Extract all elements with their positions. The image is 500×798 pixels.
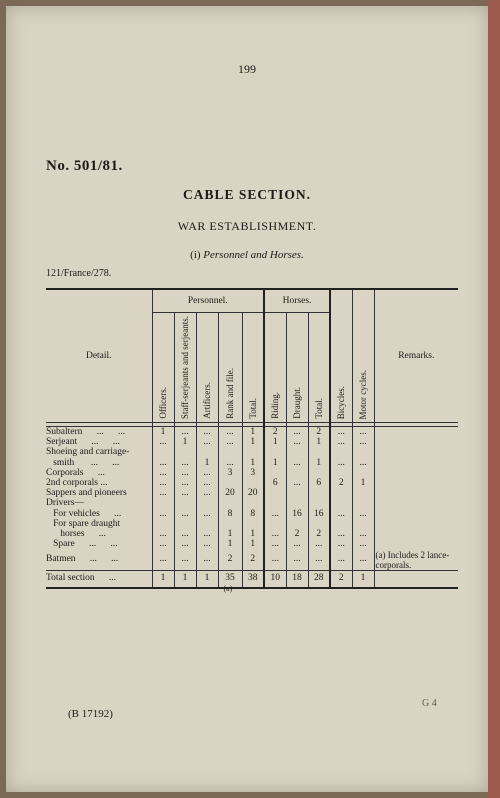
total-bicycles: 2: [330, 570, 352, 588]
col-header-riding: Riding.: [264, 313, 286, 423]
cell-rank-and-file: 1: [218, 529, 242, 539]
cell-officers: [152, 519, 174, 529]
cell-personnel-total: [242, 498, 264, 508]
cell-riding: [264, 498, 286, 508]
cell-horses-total: [308, 519, 330, 529]
cell-personnel-total: [242, 519, 264, 529]
total-draught: 18: [286, 570, 308, 588]
cell-serjeants: ...: [174, 550, 196, 571]
row-detail: For vehicles ...: [46, 508, 122, 519]
table-row: [46, 468, 458, 478]
document-number: No. 501/81.: [46, 158, 123, 174]
table-row: [46, 427, 458, 438]
cell-artificers: ...: [196, 427, 218, 438]
cell-draught: ...: [286, 458, 308, 468]
cell-rank-and-file: ...: [218, 427, 242, 438]
cell-draught: ...: [286, 427, 308, 438]
cell-horses-total: [308, 498, 330, 508]
detail-header: Detail.: [46, 289, 152, 423]
remark-cell: [374, 458, 458, 468]
cell-riding: 6: [264, 478, 286, 488]
cell-bicycles: ...: [330, 437, 352, 447]
cell-motor-cycles: ...: [352, 437, 374, 447]
cell-horses-total: 2: [308, 529, 330, 539]
cell-personnel-total: 1: [242, 437, 264, 447]
table-row: [46, 509, 458, 519]
cell-bicycles: [330, 447, 352, 457]
cell-personnel-total: 1: [242, 529, 264, 539]
total-artificers: 1: [196, 570, 218, 588]
footer-print-code: (B 17192): [68, 708, 113, 720]
horses-header: Horses.: [264, 289, 330, 313]
cell-riding: ...: [264, 529, 286, 539]
cell-artificers: [196, 519, 218, 529]
cell-bicycles: ...: [330, 550, 352, 571]
cell-serjeants: 1: [174, 437, 196, 447]
cell-riding: ...: [264, 509, 286, 519]
cell-bicycles: ...: [330, 529, 352, 539]
col-header-horses-total: Total.: [308, 313, 330, 423]
cell-draught: ...: [286, 550, 308, 571]
cell-motor-cycles: ...: [352, 529, 374, 539]
cell-bicycles: [330, 468, 352, 478]
cell-personnel-total: [242, 447, 264, 457]
remark-cell: [374, 488, 458, 498]
cell-riding: ...: [264, 550, 286, 571]
cell-rank-and-file: 3: [218, 468, 242, 478]
remark-cell: [374, 468, 458, 478]
cell-horses-total: [308, 447, 330, 457]
table-row: [46, 447, 458, 457]
cell-motor-cycles: ...: [352, 539, 374, 549]
cell-riding: 1: [264, 437, 286, 447]
cell-artificers: ...: [196, 550, 218, 571]
total-row: [46, 570, 458, 588]
cell-riding: [264, 488, 286, 498]
cell-horses-total: 16: [308, 509, 330, 519]
cell-draught: ...: [286, 437, 308, 447]
cell-motor-cycles: [352, 447, 374, 457]
page-title: CABLE SECTION.: [182, 187, 312, 202]
cell-artificers: ...: [196, 478, 218, 488]
cell-personnel-total: 1: [242, 427, 264, 438]
cell-rank-and-file: [218, 519, 242, 529]
row-detail: horses ...: [46, 529, 106, 540]
remark-cell: [374, 437, 458, 447]
total-rank-and-file-value: 35: [225, 573, 235, 584]
cell-officers: 1: [152, 427, 174, 438]
table-row: [46, 458, 458, 468]
cell-rank-and-file: 8: [218, 509, 242, 519]
remark-cell: [374, 529, 458, 539]
cell-motor-cycles: [352, 468, 374, 478]
cell-horses-total: 6: [308, 478, 330, 488]
cell-officers: ...: [152, 458, 174, 468]
cell-motor-cycles: ...: [352, 427, 374, 438]
cell-serjeants: ...: [174, 488, 196, 498]
cell-artificers: ...: [196, 529, 218, 539]
cell-bicycles: [330, 488, 352, 498]
reference-number: 121/France/278.: [46, 268, 112, 279]
cell-rank-and-file: 20: [218, 488, 242, 498]
table-row: [46, 519, 458, 529]
cell-horses-total: [308, 488, 330, 498]
remark-cell: [374, 447, 458, 457]
cell-horses-total: [308, 468, 330, 478]
table-row: [46, 550, 458, 571]
cell-serjeants: ...: [174, 509, 196, 519]
table-row: [46, 498, 458, 508]
cell-bicycles: ...: [330, 509, 352, 519]
col-header-personnel-total: Total.: [242, 313, 264, 423]
row-detail: Shoeing and carriage-: [46, 447, 130, 458]
cell-riding: 2: [264, 427, 286, 438]
cell-draught: [286, 447, 308, 457]
cell-serjeants: [174, 498, 196, 508]
cell-horses-total: 1: [308, 437, 330, 447]
cell-serjeants: ...: [174, 458, 196, 468]
cell-riding: ...: [264, 539, 286, 549]
row-detail: Subaltern ... ...: [46, 427, 126, 438]
cell-officers: ...: [152, 437, 174, 447]
remarks-header: Remarks.: [374, 289, 458, 423]
cell-serjeants: ...: [174, 478, 196, 488]
cell-riding: [264, 468, 286, 478]
row-detail: smith ... ...: [46, 457, 120, 468]
cell-bicycles: 2: [330, 478, 352, 488]
cell-rank-and-file: 1: [218, 539, 242, 549]
cell-officers: [152, 447, 174, 457]
cell-artificers: [196, 447, 218, 457]
cell-motor-cycles: ...: [352, 509, 374, 519]
cell-officers: ...: [152, 468, 174, 478]
cell-serjeants: ...: [174, 427, 196, 438]
cell-rank-and-file: 2: [218, 550, 242, 571]
remark-cell: [374, 570, 458, 588]
cell-personnel-total: 1: [242, 458, 264, 468]
remark-cell: [374, 427, 458, 438]
row-detail: Corporals ...: [46, 467, 105, 478]
remark-cell: [374, 498, 458, 508]
cell-serjeants: [174, 519, 196, 529]
cell-riding: [264, 447, 286, 457]
cell-horses-total: 2: [308, 427, 330, 438]
cell-motor-cycles: [352, 519, 374, 529]
cell-artificers: [196, 498, 218, 508]
establishment-table: [46, 288, 458, 593]
cell-officers: ...: [152, 529, 174, 539]
cell-officers: ...: [152, 539, 174, 549]
row-detail: For spare draught: [46, 518, 121, 529]
table-row: [46, 539, 458, 549]
col-header-rank-and-file: Rank and file.: [218, 313, 242, 423]
col-header-artificers: Artificers.: [196, 313, 218, 423]
cell-artificers: ...: [196, 509, 218, 519]
cell-motor-cycles: ...: [352, 550, 374, 571]
establishment-table-wrapper: [46, 288, 458, 593]
cell-bicycles: ...: [330, 458, 352, 468]
cell-personnel-total: 20: [242, 488, 264, 498]
total-horses-total: 28: [308, 570, 330, 588]
col-header-draught: Draught.: [286, 313, 308, 423]
total-riding: 10: [264, 570, 286, 588]
cell-rank-and-file: ...: [218, 458, 242, 468]
total-motor-cycles: 1: [352, 570, 374, 588]
table-row: [46, 437, 458, 447]
page-number: 199: [238, 62, 256, 76]
cell-draught: [286, 498, 308, 508]
page-subtitle: WAR ESTABLISHMENT.: [177, 219, 317, 233]
cell-motor-cycles: ...: [352, 458, 374, 468]
cell-serjeants: ...: [174, 529, 196, 539]
cell-horses-total: 1: [308, 458, 330, 468]
cell-draught: 16: [286, 509, 308, 519]
row-detail: Sappers and pioneers: [46, 488, 127, 499]
cell-bicycles: ...: [330, 539, 352, 549]
cell-artificers: ...: [196, 437, 218, 447]
cell-draught: 2: [286, 529, 308, 539]
book-edge: [488, 0, 500, 798]
footer-signature-mark: G 4: [422, 698, 437, 709]
col-header-motor-cycles: Motor cycles.: [352, 289, 374, 423]
cell-personnel-total: 1: [242, 539, 264, 549]
remark-note: (a) Includes 2 lance-corporals.: [374, 550, 458, 571]
row-detail: Batmen ... ...: [46, 554, 119, 565]
remark-cell: [374, 539, 458, 549]
cell-draught: [286, 519, 308, 529]
section-title: Personnel and Horses.: [203, 249, 304, 261]
total-rank-and-file: [218, 570, 242, 593]
col-header-bicycles: Bicycles.: [330, 289, 352, 423]
cell-personnel-total: [242, 478, 264, 488]
cell-serjeants: [174, 447, 196, 457]
cell-bicycles: [330, 519, 352, 529]
cell-bicycles: ...: [330, 427, 352, 438]
personnel-header: Personnel.: [152, 289, 264, 313]
remark-cell: [374, 509, 458, 519]
col-header-officers: Officers.: [152, 313, 174, 423]
cell-motor-cycles: 1: [352, 478, 374, 488]
row-detail: Drivers—: [46, 498, 84, 509]
row-detail: 2nd corporals ...: [46, 478, 108, 489]
section-heading: [6, 249, 488, 261]
cell-officers: ...: [152, 509, 174, 519]
cell-riding: 1: [264, 458, 286, 468]
cell-horses-total: ...: [308, 550, 330, 571]
total-personnel-total: 38: [242, 570, 264, 588]
footnote-marker: (a): [223, 583, 233, 593]
cell-draught: [286, 488, 308, 498]
cell-riding: [264, 519, 286, 529]
row-detail: Spare ... ...: [46, 539, 118, 550]
table-row: [46, 488, 458, 498]
document-page: [6, 6, 488, 792]
cell-rank-and-file: [218, 447, 242, 457]
total-officers: 1: [152, 570, 174, 588]
table-row: [46, 478, 458, 488]
cell-officers: ...: [152, 478, 174, 488]
cell-serjeants: ...: [174, 468, 196, 478]
cell-bicycles: [330, 498, 352, 508]
section-label: (i): [190, 249, 201, 261]
cell-rank-and-file: ...: [218, 437, 242, 447]
cell-draught: [286, 468, 308, 478]
cell-artificers: ...: [196, 488, 218, 498]
cell-motor-cycles: [352, 498, 374, 508]
cell-rank-and-file: [218, 498, 242, 508]
cell-rank-and-file: [218, 478, 242, 488]
remark-cell: [374, 478, 458, 488]
cell-personnel-total: 3: [242, 468, 264, 478]
total-row-label: Total section ...: [46, 570, 152, 588]
remark-cell: [374, 519, 458, 529]
cell-personnel-total: 2: [242, 550, 264, 571]
cell-officers: [152, 498, 174, 508]
table-row: [46, 529, 458, 539]
cell-motor-cycles: [352, 488, 374, 498]
cell-personnel-total: 8: [242, 509, 264, 519]
row-detail: Serjeant ... ...: [46, 437, 120, 448]
col-header-serjeants: Staff-serjeants and serjeants.: [174, 313, 196, 423]
cell-officers: ...: [152, 488, 174, 498]
cell-serjeants: ...: [174, 539, 196, 549]
cell-artificers: ...: [196, 468, 218, 478]
cell-draught: ...: [286, 478, 308, 488]
cell-draught: ...: [286, 539, 308, 549]
cell-officers: ...: [152, 550, 174, 571]
cell-artificers: ...: [196, 539, 218, 549]
cell-artificers: 1: [196, 458, 218, 468]
cell-horses-total: ...: [308, 539, 330, 549]
total-serjeants: 1: [174, 570, 196, 588]
